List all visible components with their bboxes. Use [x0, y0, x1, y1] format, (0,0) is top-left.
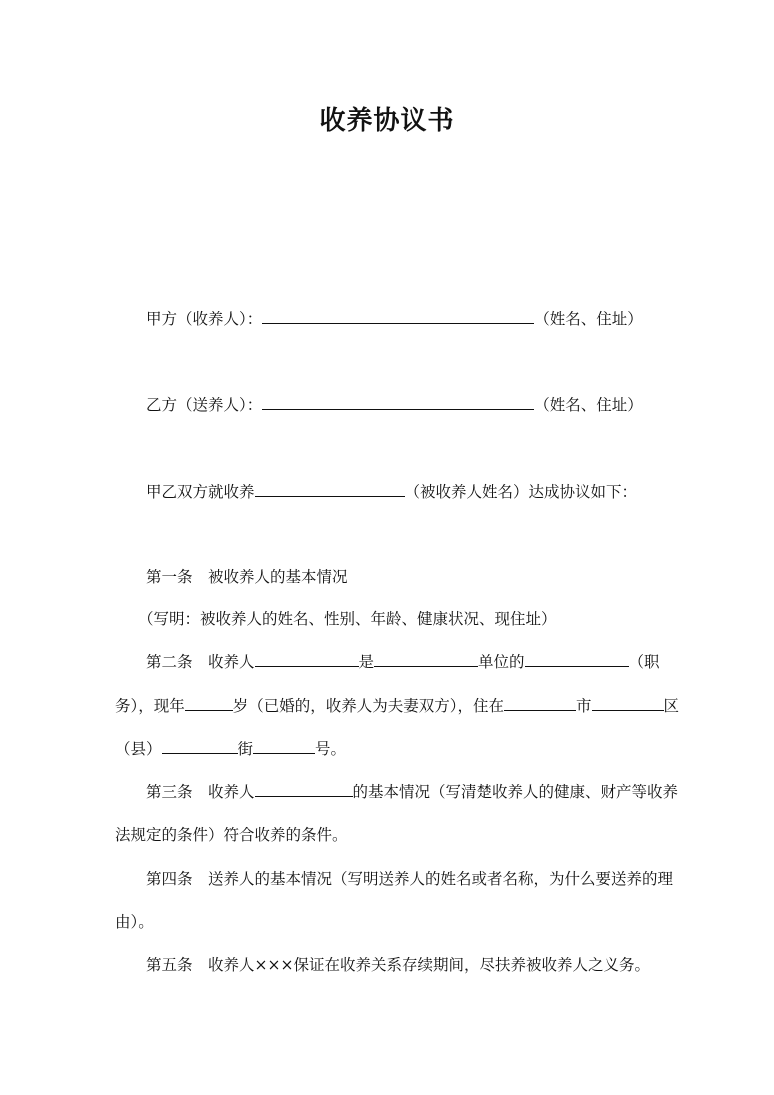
- party-a-label: 甲方（收养人）：: [146, 310, 263, 328]
- article-2-text: 第二条 收养人: [146, 653, 255, 671]
- article-2-text: 市: [576, 697, 592, 715]
- article-5-line-1: 第五条 收养人×××保证在收养关系存续期间，尽扶养被收养人之义务。: [146, 956, 650, 974]
- article-2-text: 务），现年: [115, 697, 185, 715]
- adoptee-name-blank[interactable]: [255, 482, 405, 497]
- county-blank[interactable]: [162, 739, 238, 754]
- article-2-text: （县）: [115, 740, 162, 758]
- article-2-text: （职: [628, 653, 660, 671]
- article-1-note: （写明：被收养人的姓名、性别、年龄、健康状况、现住址）: [138, 610, 557, 628]
- party-a-line: [146, 308, 643, 330]
- intro-line: [146, 481, 637, 503]
- party-a-hint: （姓名、住址）: [534, 310, 643, 328]
- party-b-line: [146, 394, 643, 416]
- city-blank[interactable]: [504, 696, 576, 711]
- position-blank[interactable]: [525, 652, 629, 667]
- article-2-line-1: [146, 651, 660, 673]
- article-1-heading: 第一条 被收养人的基本情况: [146, 568, 348, 586]
- article-3-text: 第三条 收养人: [146, 783, 255, 801]
- street-blank[interactable]: [253, 739, 315, 754]
- adopter-blank[interactable]: [255, 782, 353, 797]
- article-2-text: 号。: [315, 740, 347, 758]
- article-2-text: 是: [358, 653, 375, 671]
- article-2-line-2: [115, 695, 679, 717]
- document-title: 收养协议书: [319, 106, 455, 136]
- article-2-line-3: [115, 738, 346, 760]
- article-2-text: 岁（已婚的，收养人为夫妻双方），住在: [232, 697, 505, 715]
- party-b-blank[interactable]: [262, 395, 534, 410]
- district-blank[interactable]: [592, 696, 664, 711]
- article-3-text: 的基本情况（写清楚收养人的健康、财产等收养: [352, 783, 679, 801]
- article-2-text: 区: [663, 697, 680, 715]
- employer-blank[interactable]: [374, 652, 478, 667]
- article-2-text: 街: [237, 740, 254, 758]
- article-3-line-2: 法规定的条件）符合收养的条件。: [115, 826, 348, 844]
- party-b-label: 乙方（送养人）：: [146, 396, 263, 414]
- age-blank[interactable]: [185, 696, 233, 711]
- adopter-name-blank[interactable]: [255, 652, 359, 667]
- party-a-blank[interactable]: [262, 309, 534, 324]
- article-3-line-1: [146, 781, 678, 803]
- party-b-hint: （姓名、住址）: [534, 396, 643, 414]
- article-4-line-1: 第四条 送养人的基本情况（写明送养人的姓名或者名称，为什么要送养的理: [146, 870, 674, 888]
- intro-suffix: （被收养人姓名）达成协议如下：: [404, 483, 638, 501]
- article-2-text: 单位的: [478, 653, 525, 671]
- intro-prefix: 甲乙双方就收养: [146, 483, 255, 501]
- article-4-line-2: 由）。: [115, 913, 154, 931]
